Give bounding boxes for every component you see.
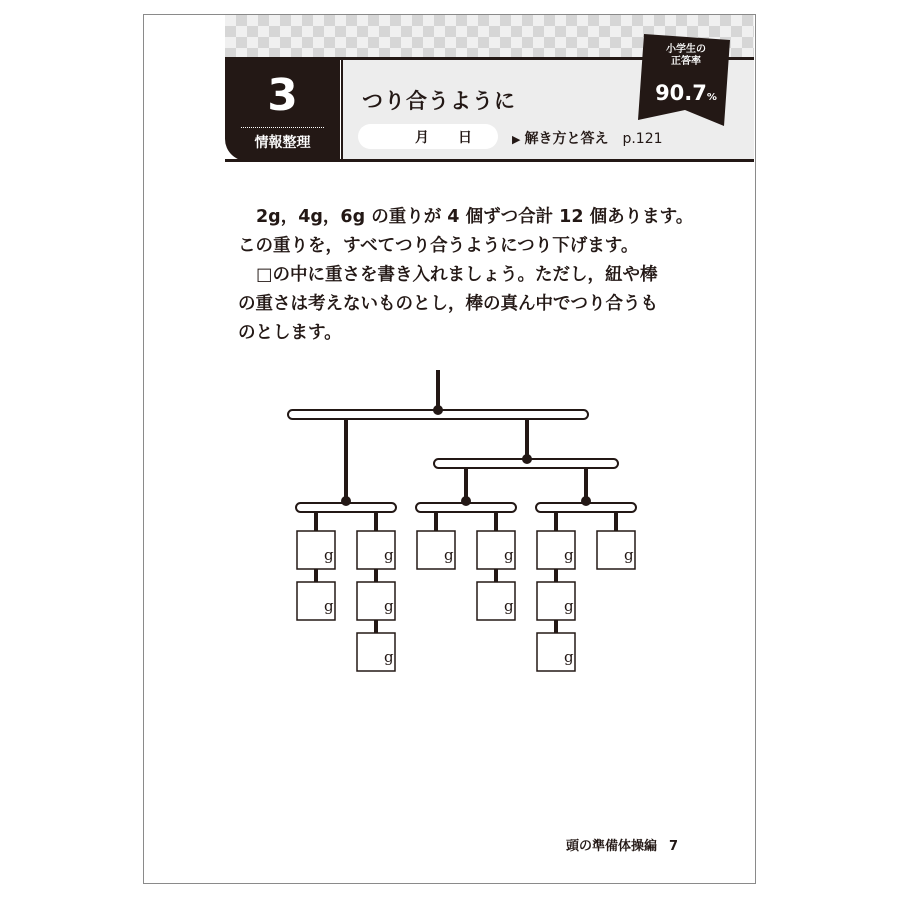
weight-unit-label: g — [504, 546, 514, 564]
triangle-right-icon: ▶ — [512, 133, 521, 146]
correct-rate-label-line1: 小学生の — [666, 44, 706, 55]
date-day-label: 日 — [458, 130, 472, 146]
weight-box[interactable] — [537, 582, 575, 620]
problem-category: 情報整理 — [254, 135, 311, 151]
weight-unit-label: g — [444, 546, 454, 564]
problem-title: つり合うように — [362, 89, 516, 113]
answer-reference-text: 解き方と答え — [524, 131, 609, 147]
weight-unit-label: g — [564, 597, 574, 615]
weight-box[interactable] — [357, 633, 395, 671]
date-month-label: 月 — [415, 130, 429, 146]
correct-rate-label-line2: 正答率 — [671, 56, 701, 67]
weight-box[interactable] — [537, 531, 575, 569]
weight-unit-label: g — [384, 546, 394, 564]
correct-rate-unit: % — [706, 92, 717, 103]
weight-unit-label: g — [624, 546, 634, 564]
weight-unit-label: g — [564, 546, 574, 564]
page-footer — [566, 835, 678, 854]
problem-line: のとします。 — [238, 323, 342, 343]
weight-unit-label: g — [564, 648, 574, 666]
weight-unit-label: g — [324, 597, 334, 615]
weight-box[interactable] — [417, 531, 455, 569]
weight-unit-label: g — [504, 597, 514, 615]
problem-line: □の中に重さを書き入れましょう。ただし，紐や棒 — [256, 265, 658, 285]
weight-box[interactable] — [477, 531, 515, 569]
answer-page: p.121 — [622, 131, 663, 147]
weight-box[interactable] — [597, 531, 635, 569]
weight-box[interactable] — [537, 633, 575, 671]
weight-box[interactable] — [357, 531, 395, 569]
weight-box[interactable] — [297, 582, 335, 620]
weight-box[interactable] — [357, 582, 395, 620]
weight-unit-label: g — [324, 546, 334, 564]
problem-number: 3 — [267, 70, 298, 121]
weight-box[interactable] — [477, 582, 515, 620]
weight-unit-label: g — [384, 648, 394, 666]
weight-unit-label: g — [384, 597, 394, 615]
weight-boxes — [297, 531, 635, 671]
page-number: 7 — [669, 839, 679, 854]
problem-line: この重りを，すべてつり合うようにつり下げます。 — [238, 236, 639, 256]
correct-rate-number: 90.7 — [655, 81, 707, 105]
problem-line: の重さは考えないものとし，棒の真ん中でつり合うも — [238, 294, 658, 314]
weight-box[interactable] — [297, 531, 335, 569]
problem-line: 2g，4g，6g の重りが 4 個ずつ合計 12 個あります。 — [256, 207, 694, 227]
book-section: 頭の準備体操編 — [566, 839, 658, 854]
